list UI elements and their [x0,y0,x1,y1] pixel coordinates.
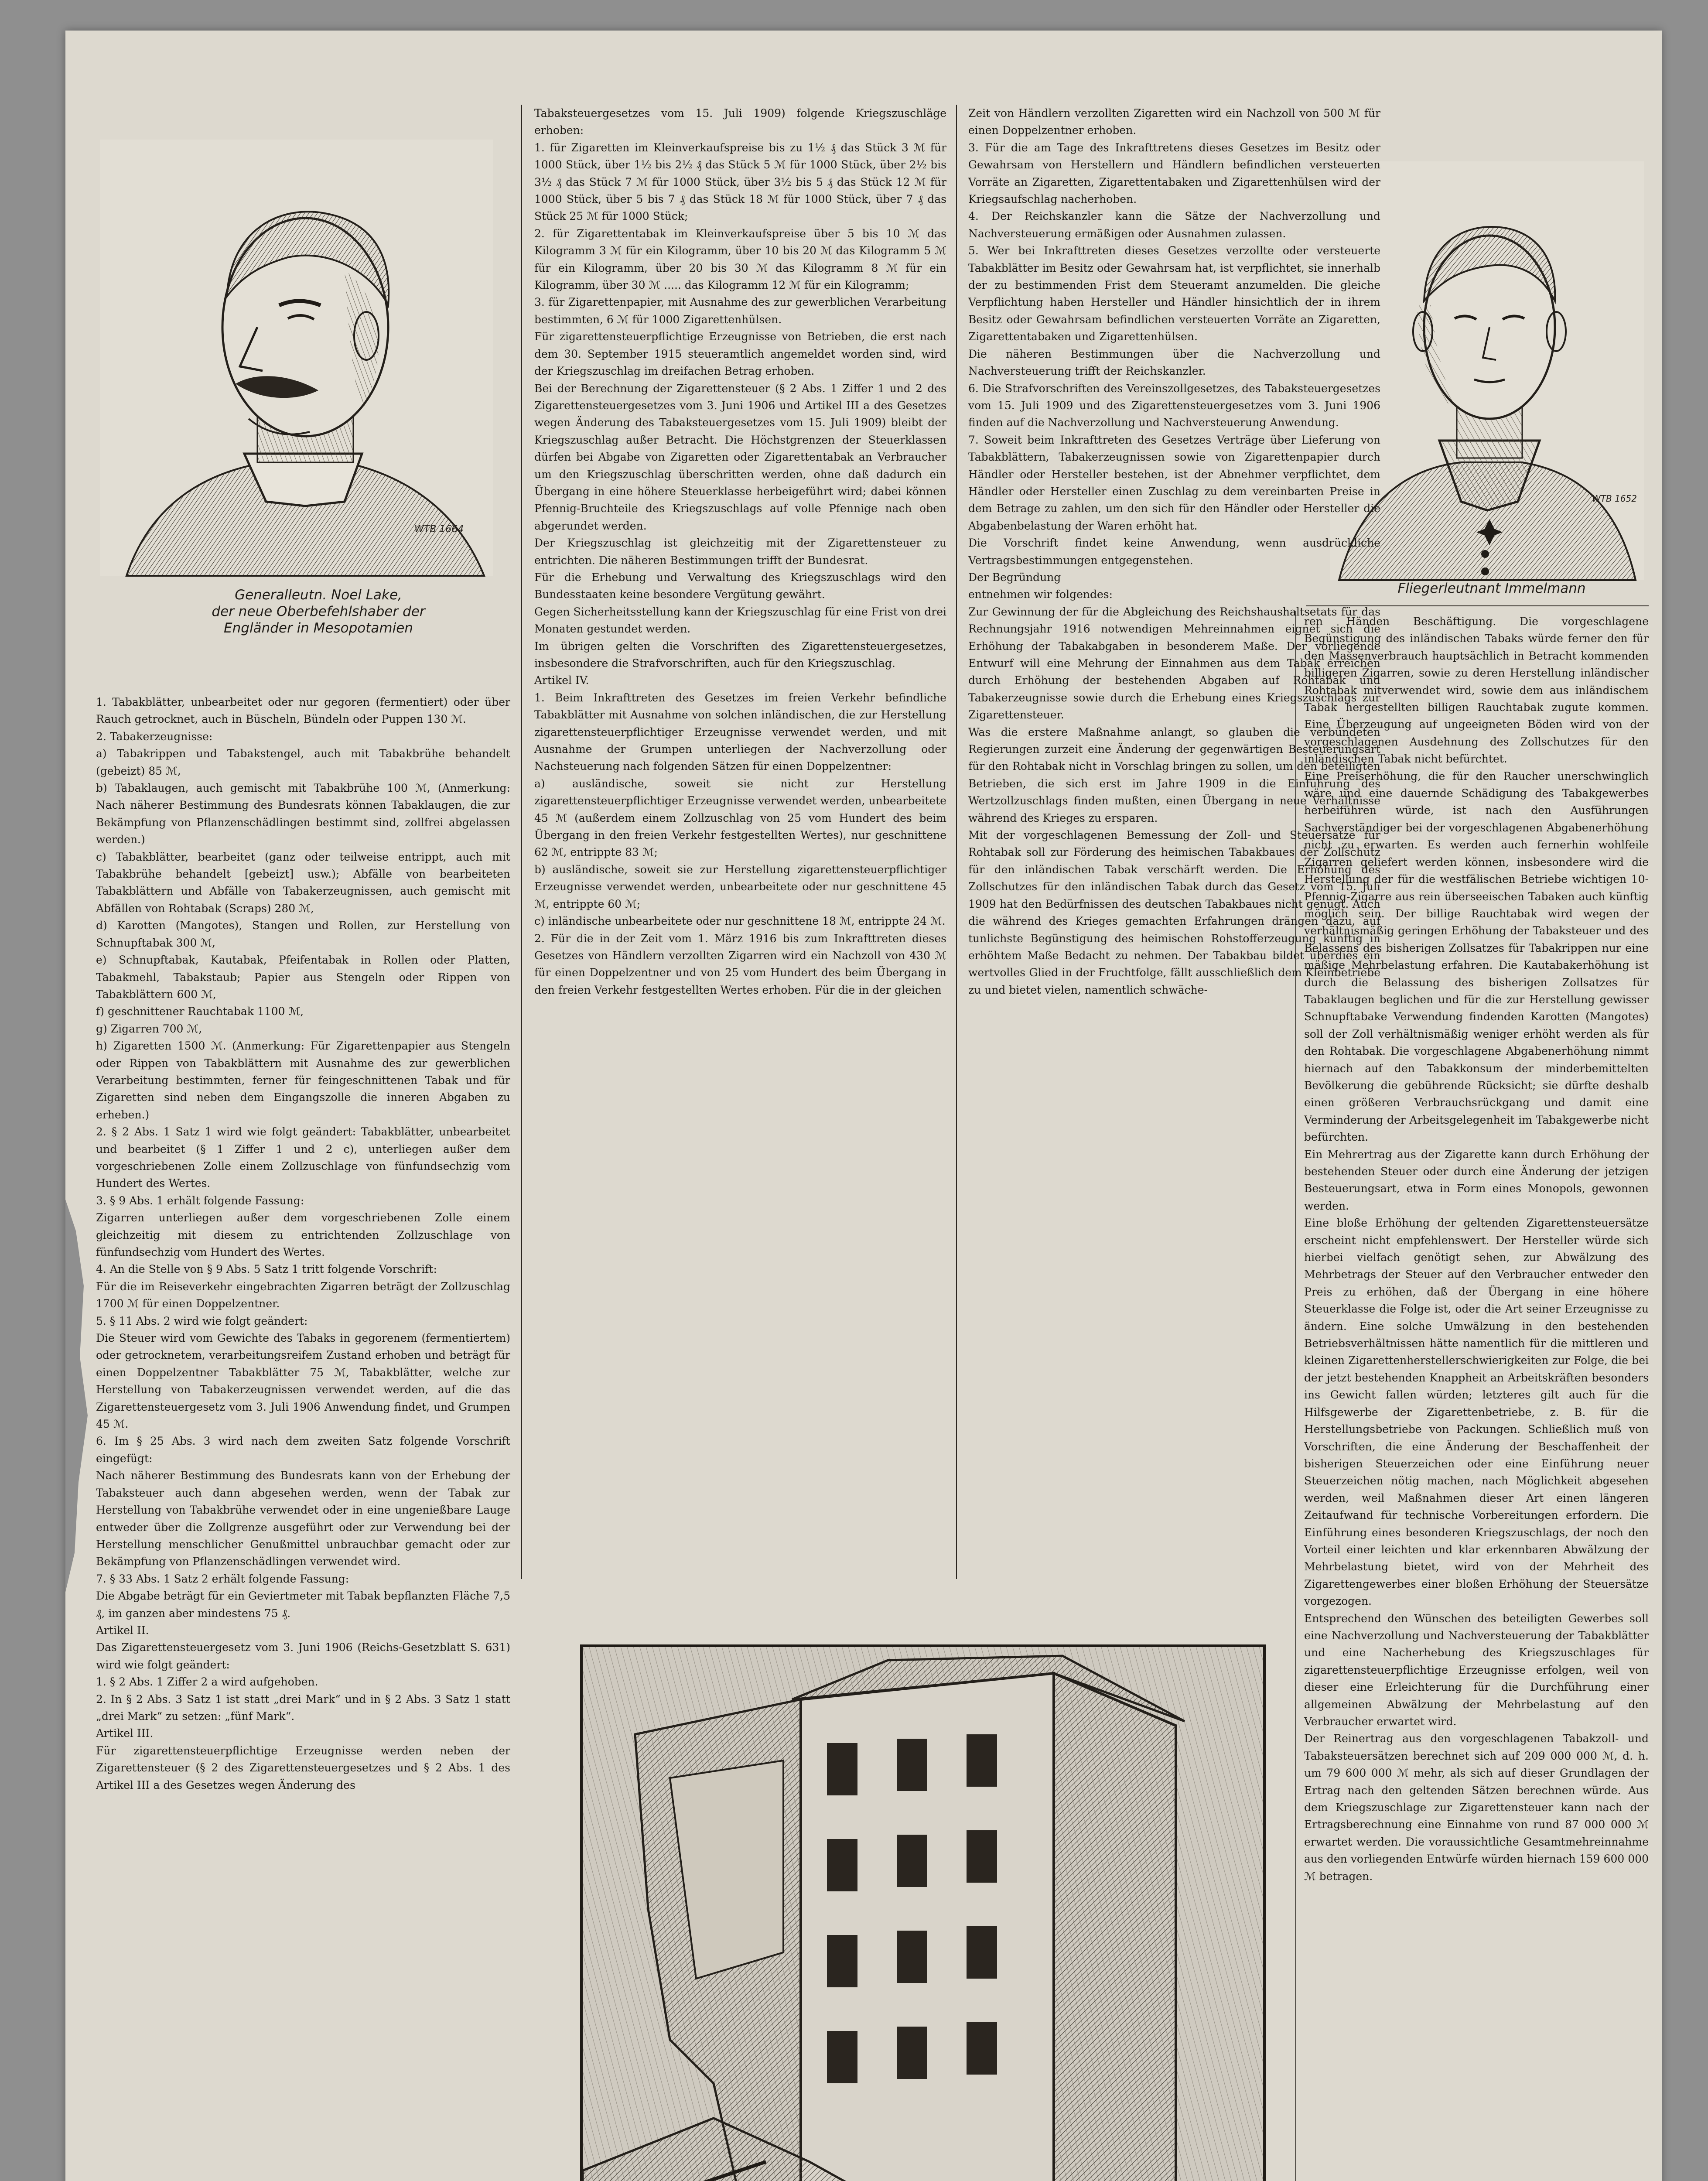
lake-signature: WTB 1664 [414,524,464,535]
column-rule [521,105,522,1579]
immelmann-signature: WTB 1652 [1592,493,1637,504]
bombed-house-drawing [583,1647,1263,2181]
column-rule [956,105,957,1579]
column-c-text: Zeit von Händlern verzollten Zigaretten wird ein Nachzoll von 500 ℳ für einen Doppelzentner erhoben. 3. Für die am Tage des Inkrafttretens dieses Gesetzes im Besitz oder Gewahrsam von Herstellern und Händlern befindlichen versteuerten Vorräte an Zigaretten, Zigarettentabaken und Zigarettenhülsen wird der Kriegsaufschlag nacherhoben. 4. Der Reichskanzler kann die Sätze der Nachverzollung und Nachversteuerung ermäßigen oder Ausnahmen zulassen. 5. Wer bei Inkrafttreten dieses Gesetzes verzollte oder versteuerte Tabakblätter im Besitz oder Gewahrsam hat, ist verpflichtet, sie innerhalb der zu bestimmenden Frist dem Steueramt anzumelden. Die gleiche Verpflichtung haben Hersteller und Händler hinsichtlich der in ihrem Besitz oder Gewahrsam befindlichen versteuerten Vorräte an Zigaretten, Zigarettentabaken und Zigarettenhülsen. Die näheren Bestimmungen über die Nachverzollung und Nachversteuerung trifft der Reichskanzler. 6. Die Strafvorschriften des Vereinszollgesetzes, des Tabaksteuergesetzes vom 15. Juli 1909 und des Zigarettensteuergesetzes vom 3. Juni 1906 finden auf die Nachverzollung und Nachversteuerung Anwendung. 7. Soweit beim Inkrafttreten des Gesetzes Verträge über Lieferung von Tabakblättern, Tabakerzeugnissen sowie von Zigarettenpapier durch Händler oder Hersteller bestehen, ist der Abnehmer verpflichtet, dem Händler oder Hersteller einen Zuschlag zu dem vereinbarten Preise in dem Betrage zu zahlen, um den sich für den Händler oder Hersteller die Abgabenbelastung der Waren erhöht hat. Die Vorschrift findet keine Anwendung, wenn ausdrückliche Vertragsbestimmungen entgegenstehen. Der Begründung entnehmen wir folgendes: Zur Gewinnung der für die Abgleichung des Reichshaushaltsetats für das Rechnungsjahr 1916 notwendigen Mehreinnahmen eignet sich die Erhöhung der Tabakabgaben in besonderem Maße. Der vorliegende Entwurf will eine Mehrung der Einnahmen aus dem Tabak erreichen durch Erhöhung der bestehenden Abgaben auf Rohtabak und Tabakerzeugnisse sowie durch die Erhebung eines Kriegszuschlags zur Zigarettensteuer. Was die erstere Maßnahme anlangt, so glauben die verbündeten Regierungen zurzeit eine Änderung der gegenwärtigen Besteuerungsart für den Rohtabak nicht in Vorschlag bringen zu sollen, um den beteiligten Betrieben, die sich erst im Jahre 1909 in die Einführung des Wertzollzuschlags finden mußten, einen Übergang in neue Verhältnisse während des Krieges zu ersparen. Mit der vorgeschlagenen Bemessung der Zoll- und Steuersätze für Rohtabak soll zur Förderung des heimischen Tabakbaues der Zollschutz für den inländischen Tabak verschärft werden. Die Erhöhung des Zollschutzes für den inländischen Tabak durch das Gesetz vom 15. Juli 1909 hat den Bedürfnissen des deutschen Tabakbaues nicht genügt. Auch die während des Krieges gemachten Erfahrungen drängen dazu, auf tunlichste Begünstigung des heimischen Rohstofferzeugung künftig in erhöhtem Maße Bedacht zu nehmen. Der Tabakbau bildet überdies ein wertvolles Glied in der Fruchtfolge, fällt ausschließlich dem Kleinbetriebe zu und bietet vielen, namentlich schwäche- [968,107,1380,996]
portrait-noel-lake [100,140,493,576]
zeppelin-damage-illustration [580,1644,1266,2181]
column-a-text: 1. Tabakblätter, unbearbeitet oder nur gegoren (fermentiert) oder über Rauch getrocknet, auch in Büscheln, Bündeln oder Puppen 130 ℳ. 2. Tabakerzeugnisse: a) Tabakrippen und Tabakstengel, auch mit Tabakbrühe behandelt (gebeizt) 85 ℳ, b) Tabaklaugen, auch gemischt mit Tabakbrühe 100 ℳ, (Anmerkung: Nach näherer Bestimmung des Bundesrats können Tabaklaugen, die zur Bekämpfung von Pflanzenschädlingen bestimmt sind, zollfrei abgelassen werden.) c) Tabakblätter, bearbeitet (ganz oder teilweise entrippt, auch mit Tabakbrühe behandelt [gebeizt] usw.); Abfälle von bearbeiteten Tabakblättern und Abfälle von Tabakerzeugnissen, auch gemischt mit Abfällen von Rohtabak (Scraps) 280 ℳ, d) Karotten (Mangotes), Stangen und Rollen, zur Herstellung von Schnupftabak 300 ℳ, e) Schnupftabak, Kautabak, Pfeifentabak in Rollen oder Platten, Tabakmehl, Tabakstaub; Papier aus Stengeln oder Rippen von Tabakblättern 600 ℳ, f) geschnittener Rauchtabak 1100 ℳ, g) Zigarren 700 ℳ, h) Zigaretten 1500 ℳ. (Anmerkung: Für Zigarettenpapier aus Stengeln oder Rippen von Tabakblättern mit Ausnahme des zur gewerblichen Verarbeitung bestimmten, ferner für feingeschnittenen Tabak und für Zigaretten sind neben dem Eingangszolle die inneren Abgaben zu erheben.) 2. § 2 Abs. 1 Satz 1 wird wie folgt geändert: Tabakblätter, unbearbeitet und bearbeitet (§ 1 Ziffer 1 und 2 c), unterliegen außer dem vorgeschriebenen Zolle einem Zollzuschlage von fünfundsechzig vom Hundert des Wertes. 3. § 9 Abs. 1 erhält folgende Fassung: Zigarren unterliegen außer dem vorgeschriebenen Zolle einem gleichzeitig mit diesem zu entrichtenden Zollzuschlage von fünfundsechzig vom Hundert des Wertes. 4. An die Stelle von § 9 Abs. 5 Satz 1 tritt folgende Vorschrift: Für die im Reiseverkehr eingebrachten Zigarren beträgt der Zollzuschlag 1700 ℳ für einen Doppelzentner. 5. § 11 Abs. 2 wird wie folgt geändert: Die Steuer wird vom Gewichte des Tabaks in gegorenem (fermentiertem) oder getrocknetem, verarbeitungsreifem Zustand erhoben und beträgt für einen Doppelzentner Tabakblätter 75 ℳ, Tabakblätter, welche zur Herstellung von Tabakerzeugnissen verwendet werden, auf die das Zigarettensteuergesetz vom 3. Juli 1906 Anwendung findet, und Grumpen 45 ℳ. 6. Im § 25 Abs. 3 wird nach dem zweiten Satz folgende Vorschrift eingefügt: Nach näherer Bestimmung des Bundesrats kann von der Erhebung der Tabaksteuer auch dann abgesehen werden, wenn der Tabak zur Herstellung von Tabakbrühe verwendet oder in eine ungenießbare Lauge entweder über die Zollgrenze ausgeführt oder zur Verwendung bei der Herstellung menschlicher Genußmittel unbrauchbar gemacht oder zur Bekämpfung von Pflanzenschädlingen verwendet wird. 7. § 33 Abs. 1 Satz 2 erhält folgende Fassung: Die Abgabe beträgt für ein Geviertmeter mit Tabak bepflanzten Fläche 7,5 ₰, im ganzen aber mindestens 75 ₰. Artikel II. Das Zigarettensteuergesetz vom 3. Juni 1906 (Reichs-Gesetzblatt S. 631) wird wie folgt geändert: 1. § 2 Abs. 1 Ziffer 2 a wird aufgehoben. 2. In § 2 Abs. 3 Satz 1 ist statt „drei Mark“ und in § 2 Abs. 3 Satz 1 statt „drei Mark“ zu setzen: „fünf Mark“. Artikel III. Für zigarettensteuerpflichtige Erzeugnisse werden neben der Zigarettensteuer (§ 2 des Zigarettensteuergesetzes und § 2 Abs. 1 des Artikel III a des Gesetzes wegen Änderung des [96,696,510,1791]
torn-edge [65,1200,92,1592]
newspaper-page [65,31,1662,2181]
column-b-text: Tabaksteuergesetzes vom 15. Juli 1909) folgende Kriegszuschläge erhoben: 1. für Zigaretten im Kleinverkaufspreise bis zu 1½ ₰ das Stück 3 ℳ für 1000 Stück, über 1½ bis 2½ ₰ das Stück 5 ℳ für 1000 Stück, über 2½ bis 3½ ₰ das Stück 7 ℳ für 1000 Stück, über 3½ bis 5 ₰ das Stück 12 ℳ für 1000 Stück, über 5 bis 7 ₰ das Stück 18 ℳ für 1000 Stück, über 7 ₰ das Stück 25 ℳ für 1000 Stück; 2. für Zigarettentabak im Kleinverkaufspreise über 5 bis 10 ℳ das Kilogramm 3 ℳ für ein Kilogramm, über 10 bis 20 ℳ das Kilogramm 5 ℳ für ein Kilogramm, über 20 bis 30 ℳ das Kilogramm 8 ℳ für ein Kilogramm, über 30 ℳ ..... das Kilogramm 12 ℳ für ein Kilogramm; 3. für Zigarettenpapier, mit Ausnahme des zur gewerblichen Verarbeitung bestimmten, 6 ℳ für 1000 Zigarettenhülsen. Für zigarettensteuerpflichtige Erzeugnisse von Betrieben, die erst nach dem 30. September 1915 steueramtlich angemeldet worden sind, wird der Kriegszuschlag im dreifachen Betrag erhoben. Bei der Berechnung der Zigarettensteuer (§ 2 Abs. 1 Ziffer 1 und 2 des Zigarettensteuergesetzes vom 3. Juni 1906 und Artikel III a des Gesetzes wegen Änderung des Tabaksteuergesetzes vom 15. Juli 1909) bleibt der Kriegszuschlag außer Betracht. Die Höchstgrenzen der Steuerklassen dürfen bei Abgabe von Zigaretten oder Zigarettentabak an Verbraucher um den Kriegszuschlag überschritten werden, ohne daß dadurch ein Übergang in eine höhere Steuerklasse herbeigeführt wird; dabei können Pfennig-Bruchteile des Kriegszuschlags auf volle Pfennige nach oben abgerundet werden. Der Kriegszuschlag ist gleichzeitig mit der Zigarettensteuer zu entrichten. Die näheren Bestimmungen trifft der Bundesrat. Für die Erhebung und Verwaltung des Kriegszuschlags wird den Bundesstaaten keine besondere Vergütung gewährt. Gegen Sicherheitsstellung kann der Kriegszuschlag für eine Frist von drei Monaten gestundet werden. Im übrigen gelten die Vorschriften des Zigarettensteuergesetzes, insbesondere die Strafvorschriften, auch für den Kriegszuschlag. Artikel IV. 1. Beim Inkrafttreten des Gesetzes im freien Verkehr befindliche Tabakblätter mit Ausnahme von solchen inländischen, die zur Herstellung zigarettensteuerpflichtiger Erzeugnisse verwendet werden, und mit Ausnahme der Grumpen unterliegen der Nachverzollung oder Nachsteuerung nach folgenden Sätzen für einen Doppelzentner: a) ausländische, soweit sie nicht zur Herstellung zigarettensteuerpflichtiger Erzeugnisse verwendet werden, unbearbeitete 45 ℳ (außerdem einem Zollzuschlag von 25 vom Hundert des beim Übergang in den freien Verkehr festgestellten Wertes), nur geschnittene 62 ℳ, entrippte 83 ℳ; b) ausländische, soweit sie zur Herstellung zigarettensteuerpflichtiger Erzeugnisse verwendet werden, unbearbeitete oder nur geschnittene 45 ℳ, entrippte 60 ℳ; c) inländische unbearbeitete oder nur geschnittene 18 ℳ, entrippte 24 ℳ. 2. Für die in der Zeit vom 1. März 1916 bis zum Inkrafttreten dieses Gesetzes von Händlern verzollten Zigarren wird ein Nachzoll von 430 ℳ für einen Doppelzentner und von 25 vom Hundert des beim Übergang in den freien Verkehr festgestellten Wertes erhoben. Für die in der gleichen [534,107,946,996]
general-portrait-illustration [100,140,493,576]
column-d-text: ren Händen Beschäftigung. Die vorgeschlagene Begünstigung des inländischen Tabaks würde ferner den für den Massenverbrauch hauptsächlich in Betracht kommenden billigeren Zigarren, sowie zu deren Herstellung inländischer Rohtabak mitverwendet wird, sowie dem aus inländischem Tabak hergestellten billigen Rauchtabak zugute kommen. Eine Überzeugung auf ungeeigneten Böden wird von der vorgeschlagenen Ausdehnung des Zollschutzes für den inländischen Tabak nicht befürchtet. Eine Preiserhöhung, die für den Raucher unerschwinglich wäre und eine dauernde Schädigung des Tabakgewerbes herbeiführen würde, ist nach den Ausführungen Sachverständiger bei der vorgeschlagenen Abgabenerhöhung nicht zu erwarten. Es werden auch fernerhin wohlfeile Zigarren geliefert werden können, insbesondere wird die Herstellung der für die westfälischen Betriebe wichtigen 10-Pfennig-Zigarre aus rein überseeischen Tabaken auch künftig möglich sein. Der billige Rauchtabak wird wegen der verhältnismäßig geringen Erhöhung der Tabaksteuer und des Belassens des bisherigen Zollsatzes für Tabakrippen nur eine mäßige Mehrbelastung erfahren. Die Kautabakerhöhung ist durch die Belassung des bisherigen Zollsatzes für Tabaklaugen beglichen und für die zur Herstellung gewisser Schnupftabake Verwendung findenden Karotten (Mangotes) soll der Zoll verhältnismäßig weniger erhöht werden als für den Rohtabak. Die vorgeschlagene Abgabenerhöhung nimmt hiernach auf den Tabakkonsum der minderbemittelten Bevölkerung die gebührende Rücksicht; sie dürfte deshalb einen größeren Verbrauchsrückgang und damit eine Verminderung der Arbeitsgelegenheit im Tabakgewerbe nicht befürchten. Ein Mehrertrag aus der Zigarette kann durch Erhöhung der bestehenden Steuer oder durch eine Änderung der jetzigen Besteuerungsart, etwa in Form eines Monopols, gewonnen werden. Eine bloße Erhöhung der geltenden Zigarettensteuersätze erscheint nicht empfehlenswert. Der Hersteller würde sich hierbei vielfach genötigt sehen, zur Abwälzung des Mehrbetrags der Steuer auf den Verbraucher entweder den Preis zu erhöhen, daß der Übergang in eine höhere Steuerklasse die Folge ist, oder die Art seiner Erzeugnisse zu ändern. Eine solche Umwälzung in den bestehenden Betriebsverhältnissen hätte namentlich für die mittleren und kleinen Zigarettenherstellerschwierigkeiten zur Folge, die bei der jetzt bestehenden Knappheit an Arbeitskräften besonders ins Gewicht fallen würden; letzteres gilt auch für die Hilfsgewerbe der Zigarettenbetriebe, z. B. für die Herstellungsbetriebe von Packungen. Schließlich muß von Vorschriften, die eine Änderung der Beschaffenheit der bisherigen Steuerzeichen oder eine Einführung neuer Steuerzeichen nötig machen, nach Möglichkeit abgesehen werden, weil Maßnahmen dieser Art einen längeren Zeitaufwand für technische Vorbereitungen erfordern. Die Einführung eines besonderen Kriegszuschlags, der noch den Vorteil einer leichten und klar erkennbaren Abwälzung der Mehrbelastung bietet, wird von der Mehrheit des Zigarettengewerbes einer bloßen Erhöhung der Steuersätze vorgezogen. Entsprechend den Wünschen des beteiligten Gewerbes soll eine Nachverzollung und Nachversteuerung der Tabakblätter und eine Nacherhebung des Kriegszuschlages für zigarettensteuerpflichtige Erzeugnisse erfolgen, weil von dieser eine Erleichterung für die Durchführung einer allgemeinen Abwälzung der Mehrbelastung auf den Verbraucher erwartet wird. Der Reinertrag aus den vorgeschlagenen Tabakzoll- und Tabaksteuersätzen berechnet sich auf 209 000 000 ℳ, d. h. um 79 600 000 ℳ mehr, als sich auf dieser Grundlagen der Ertrag nach den geltenden Sätzen berechnen würde. Aus dem Kriegszuschlage zur Zigarettensteuer kann nach der Ertragsberechnung eine Einnahme von rund 87 000 000 ℳ erwartet werden. Die voraussichtliche Gesamtmehreinnahme aus den vorliegenden Entwürfe würden hiernach 159 600 000 ℳ betragen. [1304,615,1649,1883]
caption-noel-lake: Generalleutn. Noel Lake, der neue Oberbefehlshaber der Engländer in Mesopotamien [212,587,425,636]
caption-immelmann: Fliegerleutnant Immelmann [1397,581,1586,596]
